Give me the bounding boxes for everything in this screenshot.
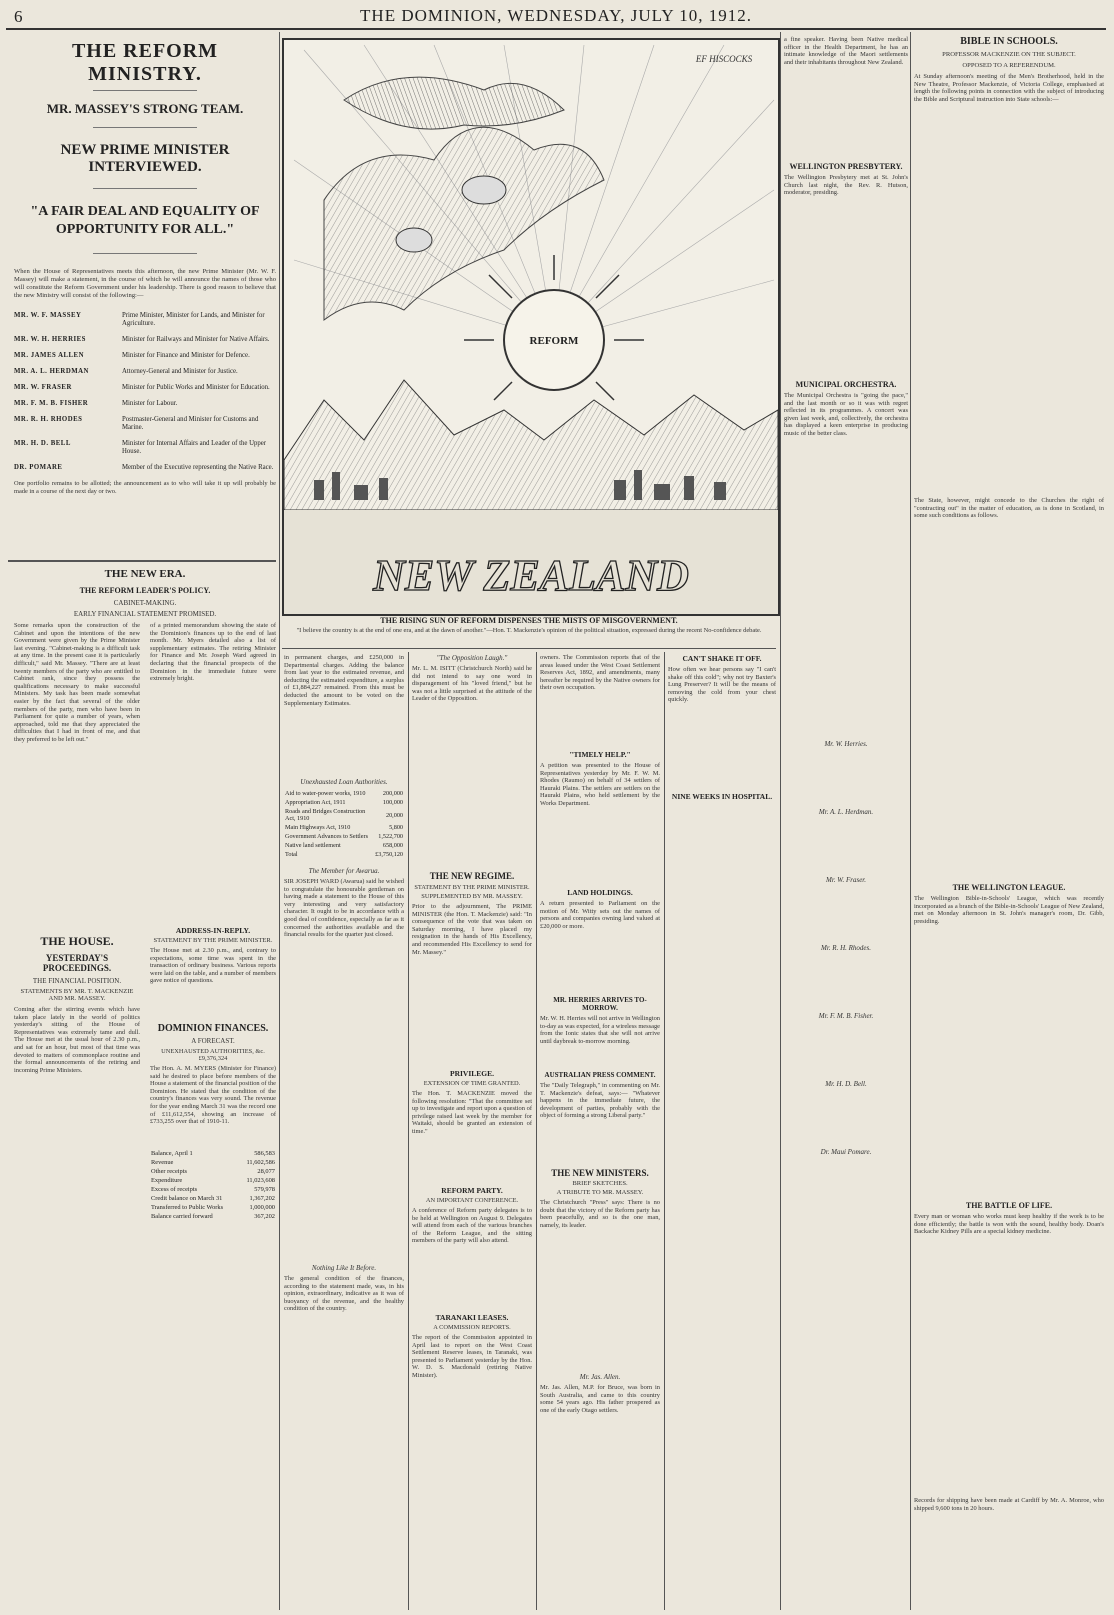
row-value: 11,602,586 (246, 1159, 275, 1166)
heading: WELLINGTON PRESBYTERY. (789, 162, 903, 171)
heading: YESTERDAY'S PROCEEDINGS. (42, 953, 112, 973)
column-7 (914, 36, 1104, 1608)
divider (8, 560, 276, 562)
article-body: The Wellington Presbytery met at St. John's Church last night, the Rev. R. Hutson, moderator, presiding. (784, 174, 908, 197)
row-value: 11,023,608 (246, 1177, 275, 1184)
heading: THE WELLINGTON LEAGUE. (952, 883, 1066, 892)
article-body: a fine speaker. Having been Native medical officer in the Health Department, he has an intimate knowledge of the Maori settlements and their inhabitants throughout New Zealand. (784, 36, 908, 66)
table-row (150, 1167, 276, 1176)
article-body: owners. The Commission reports that of the areas leased under the West Coast Settlement Reserves Act, 1892, and amendments, many hereafter be required by the Native owners for their own occupation. (540, 654, 660, 692)
article-body: The State, however, might concede to the Churches the right of "contracting out" in the matter of education, as is done in Scotland, in some such conditions as follows. (914, 497, 1104, 520)
article-body: How often we hear persons say "I can't shake off this cold"; why not try Baxter's Lung Preserver? It will be the means of removing the cold from your chest quickly. (668, 666, 776, 704)
row-label: Revenue (151, 1159, 174, 1166)
article-body: Mr. Jas. Allen, M.P. for Bruce, was born in South Australia, and came to this country some 54 years ago. His father prospered as one of the early Otago settlers. (540, 1384, 660, 1414)
caption-title: THE RISING SUN OF REFORM DISPENSES THE MISTS OF MISGOVERNMENT. (380, 616, 678, 625)
minister-post: Minister for Finance and Minister for Defence. (122, 352, 250, 359)
row-label: Balance carried forward (151, 1213, 213, 1220)
sun-label: REFORM (529, 335, 579, 347)
minister-name: MR. W. F. MASSEY (14, 312, 82, 319)
article-body: At Sunday afternoon's meeting of the Men's Brotherhood, held in the New Theatre, Professor Mackenzie, of Victoria College, emphasised at length the following points in connection with the subject of introducing the Bible and Scriptural instruction into State schools:— (914, 73, 1104, 103)
heading-finances: DOMINION FINANCES. (157, 1023, 269, 1034)
article-body: The "Daily Telegraph," in commenting on Mr. T. Mackenzie's defeat, says:— "Whatever happens in the immediate future, the development of parties, probably with the object of forming a strong Liberal party." (540, 1082, 660, 1120)
page-number: 6 (14, 7, 23, 26)
minister-post: Minister for Railways and Minister for Native Affairs. (122, 336, 270, 343)
column-rule (536, 652, 537, 1610)
minister-name: MR. W. FRASER (14, 384, 72, 391)
two-col-text (14, 926, 276, 1566)
ministers-list (14, 312, 276, 472)
cartoon-caption (282, 616, 776, 646)
table-row (150, 1203, 276, 1212)
article-body: Mr. W. H. Herries will not arrive in Wellington to-day as was expected, for a wireless message from the Ionic states that she will not arrive until daybreak to-morrow morning. (540, 1015, 660, 1045)
subheading: Dr. Maui Pomare. (820, 1148, 872, 1156)
heading: CAN'T SHAKE IT OFF. (682, 654, 762, 663)
subheading: Mr. W. Fraser. (826, 876, 866, 884)
divider (93, 253, 198, 254)
heading-new-era: THE NEW ERA. (104, 568, 186, 580)
lead-intro: When the House of Representatives meets this afternoon, the new Prime Minister (Mr. W. F. Massey) will make a statement, in the course of which he will announce the names of those who will constitute the Reform Government under his leadership. There is good reason to believe that the new Ministry will consist of the following:— (14, 268, 276, 299)
caption-quote: "I believe the country is at the end of one era, and at the dawn of another."—Hon. T. Mackenzie's opinion of the political situation, expressed during the recent No-confidence debate. (296, 627, 762, 634)
row-label: Credit balance on March 31 (151, 1195, 223, 1202)
heading: LAND HOLDINGS. (567, 888, 633, 897)
row-value: 1,000,000 (249, 1204, 275, 1211)
subheading: EARLY FINANCIAL STATEMENT PROMISED. (73, 610, 217, 618)
minister-post: Attorney-General and Minister for Justice. (122, 368, 238, 375)
heading-house: THE HOUSE. (40, 934, 114, 948)
heading: "TIMELY HELP." (569, 750, 631, 759)
heading: ADDRESS-IN-REPLY. (175, 926, 251, 935)
row-value: 5,800 (389, 824, 403, 831)
table-row (284, 841, 404, 850)
heading: THE REFORM LEADER'S POLICY. (79, 586, 211, 595)
heading: THE NEW REGIME. (429, 871, 515, 881)
column-6 (784, 36, 908, 1608)
minister-row (14, 368, 276, 376)
minister-name: MR. F. M. B. FISHER (14, 400, 89, 407)
subheading: Nothing Like It Before. (311, 1264, 377, 1272)
row-value: 200,000 (382, 790, 403, 797)
table-row (284, 823, 404, 832)
article-body: The Hon. T. MACKENZIE moved the following resolution: "That the committee set up to investigate and report upon a question of privilege raised last week by the member for Waitaki, should be granted an extension of time." (412, 1090, 532, 1135)
table-row (150, 1194, 276, 1203)
heading: THE NEW MINISTERS. (551, 1168, 649, 1178)
article-body: The report of the Commission appointed in April last to report on the West Coast Settlement Reserve leases, in Taranaki, was presented to Parliament yesterday by the Hon. W. D. S. Macdonald (retiring Native Minister). (412, 1334, 532, 1379)
column-rule (408, 652, 409, 1610)
row-label: Aid to water-power works, 1910 (285, 790, 366, 797)
subheading: STATEMENTS BY MR. T. MACKENZIE AND MR. MASSEY. (20, 988, 134, 1002)
mist-cloud (344, 77, 564, 129)
heading: MR. HERRIES ARRIVES TO-MORROW. (553, 996, 647, 1012)
row-value: 586,583 (254, 1150, 275, 1157)
minister-row (14, 400, 276, 408)
minister-name: MR. A. L. HERDMAN (14, 368, 89, 375)
minister-name: MR. R. H. RHODES (14, 416, 83, 423)
row-label: Other receipts (151, 1168, 188, 1175)
subheading: AN IMPORTANT CONFERENCE. (425, 1197, 519, 1204)
article-body: The Wellington Bible-in-Schools' League, which was recently incorporated as a branch of the Bible-in-Schools' League of New Zealand, met on Monday afternoon in St. John's manager's room, Dr. Gibb, presiding. (914, 895, 1104, 925)
article-body: A conference of Reform party delegates is to be held at Wellington on August 9. Delegates will attend from each of the various branches of the Reform League, and the sitting members of the party will also attend. (412, 1207, 532, 1245)
minister-post: Member of the Executive representing the Native Race. (122, 464, 274, 471)
minister-post: Minister for Public Works and Minister for Education. (122, 384, 270, 391)
minister-name: DR. POMARE (14, 464, 63, 471)
article-body: The general condition of the finances, according to the statement made, was, in his opinion, extraordinary, indicative as it was of buoyancy of the revenue, and the healthy condition of the country. (284, 1275, 404, 1313)
row-label: Main Highways Act, 1910 (285, 824, 351, 831)
subheading: A FORECAST. (191, 1037, 235, 1045)
row-value: 1,522,700 (378, 833, 403, 840)
minister-name: MR. JAMES ALLEN (14, 352, 84, 359)
masthead (6, 6, 1106, 30)
subheading: The Member for Awarua. (308, 867, 380, 875)
minister-post: Minister for Labour. (122, 400, 178, 407)
minister-row (14, 312, 276, 328)
row-label: Expenditure (151, 1177, 183, 1184)
subheading: Mr. W. Herries. (824, 740, 868, 748)
subheading: STATEMENT BY THE PRIME MINISTER. (153, 937, 273, 944)
minister-post: Postmaster-General and Minister for Customs and Marine. (122, 416, 259, 431)
row-label: Roads and Bridges Construction Act, 1910 (285, 808, 366, 822)
column-5b (668, 654, 776, 1609)
article-body: in permanent charges, and £250,000 in Departmental charges. Adding the balance from last year to the estimated revenue, and deducting the estimated expenditure, a surplus of £1,884,227 remained. From this must be deducted the amount to be voted on the Supplementary Estimates. (284, 654, 404, 707)
article-body: The House met at 2.30 p.m., and, contrary to expectations, some time was spent in the transaction of ordinary business. Various reports were laid on the table, and a number of members gave notice of questions. (150, 947, 276, 985)
column-rule (279, 32, 280, 1610)
row-value: £3,750,120 (375, 851, 403, 858)
heading: MUNICIPAL ORCHESTRA. (795, 380, 897, 389)
row-label: Balance, April 1 (151, 1150, 193, 1157)
row-value: 100,000 (382, 799, 403, 806)
article-body: Records for shipping have been made at Cardiff by Mr. A. Monroe, who shipped 9,600 tons in 20 hours. (914, 1497, 1104, 1512)
minister-name: MR. W. H. HERRIES (14, 336, 86, 343)
land-label: NEW ZEALAND (373, 551, 689, 600)
minister-row (14, 440, 276, 456)
column-rule (780, 32, 781, 1610)
row-value: 1,367,202 (249, 1195, 275, 1202)
subheading: Mr. F. M. B. Fisher. (818, 1012, 874, 1020)
row-label: Transferred to Public Works (151, 1204, 224, 1211)
table-row (150, 1185, 276, 1194)
article-body: A return presented to Parliament on the motion of Mr. Witty sets out the names of persons and companies owning land valued at £20,000 or more. (540, 900, 660, 930)
divider (282, 648, 776, 649)
finance-table (150, 1149, 276, 1221)
heading: PRIVILEGE. (450, 1069, 494, 1078)
divider (93, 127, 198, 128)
subheading: Mr. A. L. Herdman. (818, 808, 874, 816)
column-rule (910, 32, 911, 1610)
subheading: CABINET-MAKING. (113, 599, 177, 607)
lead-headline: THE REFORM MINISTRY. (71, 40, 219, 85)
row-value: 367,202 (254, 1213, 275, 1220)
divider (93, 90, 198, 91)
subheading: "The Opposition Laugh." (436, 654, 508, 662)
heading-bible: BIBLE IN SCHOOLS. (960, 36, 1058, 47)
subheading: UNEXHAUSTED AUTHORITIES, &c. £9,376,324 (161, 1048, 265, 1062)
lead-quote: "A FAIR DEAL AND EQUALITY OF OPPORTUNITY FOR ALL." (30, 204, 260, 237)
lead-article (14, 36, 276, 556)
artist-signature: EF HISCOCKS (695, 54, 753, 64)
lead-deck-1: MR. MASSEY'S STRONG TEAM. (46, 101, 244, 116)
lead-deck-2: NEW PRIME MINISTER INTERVIEWED. (60, 142, 230, 175)
lead-outro: One portfolio remains to be allotted; the announcement as to who will take it up will probably be made in a course of the next day or two. (14, 480, 276, 495)
table-row (150, 1176, 276, 1185)
heading: TARANAKI LEASES. (435, 1313, 509, 1322)
cartoon-drawing (284, 40, 778, 614)
subheading: OPPOSED TO A REFERENDUM. (962, 62, 1056, 69)
table-row (284, 850, 404, 859)
minister-post: Minister for Internal Affairs and Leader of the Upper House. (122, 440, 267, 455)
article-body: A petition was presented to the House of Representatives yesterday by Mr. F. W. M. Rhodes (Raumo) on behalf of 34 settlers of Hauraki Plains. The settlers are settlers on the Hauraki Plains, who held settlement by the Works Department. (540, 762, 660, 807)
subheading: STATEMENT BY THE PRIME MINISTER. (414, 884, 530, 891)
table-row (284, 789, 404, 798)
newspaper-title: THE DOMINION, WEDNESDAY, JULY 10, 1912. (360, 6, 752, 25)
subheading: EXTENSION OF TIME GRANTED. (423, 1080, 521, 1087)
article-body: of a printed memorandum showing the state of the Dominion's finances up to the end of last month. Mr. Myers detailed also a list of supplementary estimates. The retiring Minister for Finance and Mr. Joseph Ward agreed in declaring that the financial prospects of the Dominion in the immediate future were extremely bright. (150, 622, 276, 683)
heading: THE BATTLE OF LIFE. (965, 1201, 1053, 1210)
table-row (150, 1149, 276, 1158)
article-body: Prior to the adjournment, The PRIME MINISTER (the Hon. T. Mackenzie) said: "In consequence of the vote that was taken on Saturday morning, I have placed my resignation in the hands of His Excellency, and recommended His Excellency to send for Mr. Massey." (412, 903, 532, 956)
article-body: Coming after the stirring events which have taken place lately in the world of politics yesterday's sitting of the House of Representatives was extremely tame and dull. The House met at the usual hour of 2.30 p.m., and sat for an hour, but most of that time was devoted to matters of commonplace routine and the formal announcements of the retiring and incoming Prime Ministers. (14, 1006, 140, 1074)
table-row (284, 807, 404, 823)
minister-row (14, 352, 276, 360)
loans-table (284, 789, 404, 859)
cartoon (282, 38, 780, 616)
minister-row (14, 336, 276, 344)
table-row (284, 798, 404, 807)
row-label: Native land settlement (285, 842, 341, 849)
heading: REFORM PARTY. (441, 1186, 503, 1195)
fleeing-figure (396, 228, 432, 252)
minister-row (14, 416, 276, 432)
minister-name: MR. H. D. BELL (14, 440, 71, 447)
subheading: A TRIBUTE TO MR. MASSEY. (556, 1189, 644, 1196)
table-row (284, 832, 404, 841)
row-label: Government Advances to Settlers (285, 833, 368, 840)
finances-section (150, 926, 276, 1566)
heading: AUSTRALIAN PRESS COMMENT. (544, 1071, 656, 1079)
row-label: Excess of receipts (151, 1186, 198, 1193)
row-value: 658,000 (382, 842, 403, 849)
minister-row (14, 384, 276, 392)
article-body: The Municipal Orchestra is "going the pace," and the last month or so it was with regret reflected in its programmes. A concert was given last week, and, collectively, the orchestra has displayed a keen enterprise in producing music of the better class. (784, 392, 908, 437)
row-value: 579,978 (254, 1186, 275, 1193)
subheading: PROFESSOR MACKENZIE ON THE SUBJECT. (942, 51, 1076, 58)
column-3 (284, 654, 404, 1609)
subheading: Unexhausted Loan Authorities. (300, 778, 388, 786)
row-label: Appropriation Act, 1911 (285, 799, 346, 806)
article-body: The Christchurch "Press" says: There is no doubt that the victory of the Reform party has been peacefully, and so is the one man, namely, its leader. (540, 1199, 660, 1229)
column-1 (14, 568, 276, 1608)
subheading: A COMMISSION REPORTS. (433, 1324, 511, 1331)
subheading: SUPPLEMENTED BY MR. MASSEY. (421, 893, 523, 900)
table-row (150, 1158, 276, 1167)
column-4 (412, 654, 532, 1609)
column-rule (664, 652, 665, 1610)
article-body: SIR JOSEPH WARD (Awarua) said he wished to congratulate the honourable gentleman on having made a statement to the House of this very interesting and very satisfactory character. It ought to be in accordance with a good deal of confidence, especially as far as it concerned the authorities available and the financial results for the quarter just closed. (284, 878, 404, 939)
fleeing-figure (462, 176, 506, 204)
subheading: Mr. H. D. Bell. (825, 1080, 867, 1088)
column-5 (540, 654, 660, 1609)
subheading: Mr. R. H. Rhodes. (821, 944, 871, 952)
table-row (150, 1212, 276, 1221)
divider (93, 188, 198, 189)
article-body: The Hon. A. M. MYERS (Minister for Finance) said he desired to place before members of the House a statement of the financial position of the Dominion. He stated that the condition of the country's finances was very sound. The revenue for the year ending March 31 was the record one of £11,612,554, showing an increase of £733,255 over that of 1910-11. (150, 1065, 276, 1126)
minister-post: Prime Minister, Minister for Lands, and Minister for Agriculture. (122, 312, 265, 327)
row-value: 20,000 (385, 811, 403, 819)
article-body: Every man or woman who works must keep healthy if the work is to be done efficiently; the battle is won with the sound, healthy body. Doan's Backache Kidney Pills are a special kidney medicine. (914, 1213, 1104, 1236)
article-body: Mr. L. M. ISITT (Christchurch North) said he did not intend to say one word in disparagement of his "loved friend," but he was not a little surprised at the attitude of the Leader of the Opposition. (412, 665, 532, 703)
article-body: Some remarks upon the construction of the Cabinet and upon the intentions of the new Government were given by the Prime Minister last evening. "Cabinet-making is a difficult task at any time. In the present case it is particularly difficult," said Mr. Massey. "There are at least twenty members of the party who are entitled to Cabinet rank, since they possess the qualifications necessary to make successful Ministers. My task has been made somewhat easier by the fact that several of the older members of the party, men who have been in Parliament for quite a number of years, when approached, told me that they appreciated the difficulties that I had in front of me, and that they preferred to be left out." (14, 622, 140, 743)
row-label: Total (285, 851, 298, 858)
row-value: 28,077 (257, 1168, 275, 1175)
two-col-text (14, 622, 276, 922)
subheading: BRIEF SKETCHES. (572, 1180, 628, 1187)
house-section (14, 926, 140, 1566)
subheading: THE FINANCIAL POSITION. (32, 977, 122, 985)
minister-row (14, 464, 276, 472)
heading: NINE WEEKS IN HOSPITAL. (671, 792, 773, 801)
subheading: Mr. Jas. Allen. (579, 1373, 621, 1381)
